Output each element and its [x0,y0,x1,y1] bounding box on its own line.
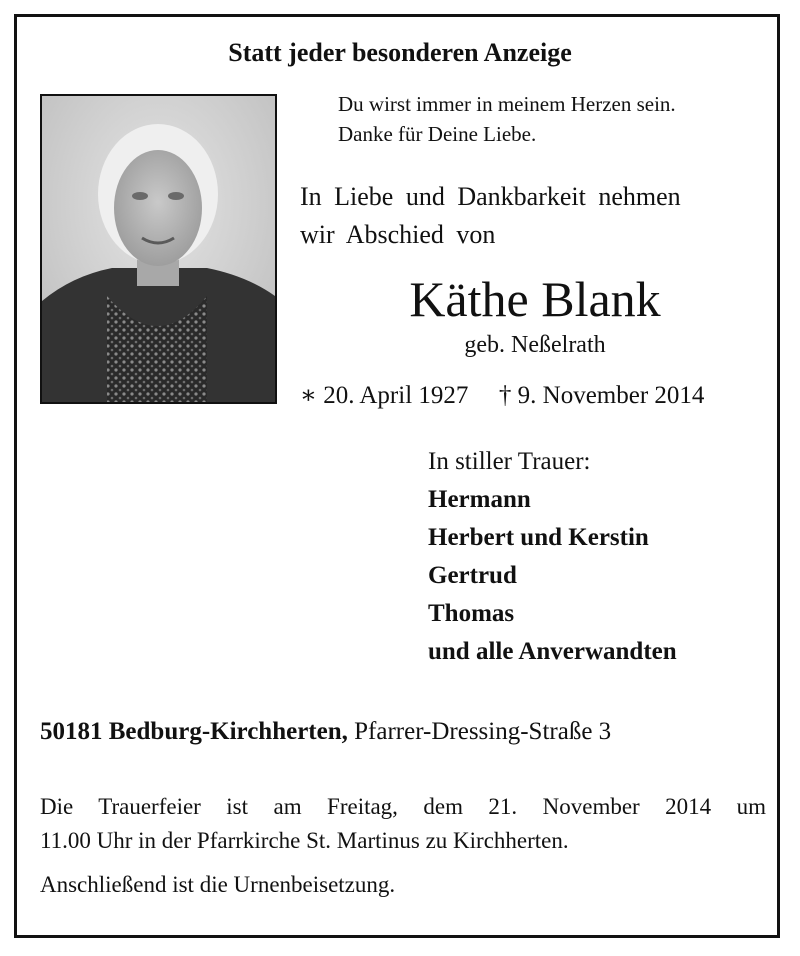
mourning-heading: In stiller Trauer: [428,448,591,475]
address-city: 50181 Bedburg-Kirchherten, [40,718,348,745]
mourner-name: Herbert und Kerstin [428,524,649,551]
death-date: † 9. November 2014 [498,382,705,409]
ceremony-line-2: 11.00 Uhr in der Pfarrkirche St. Martinus zu Kirchherten. [40,828,569,853]
mourner-name: und alle Anverwandten [428,638,677,665]
portrait-image [42,96,275,402]
quote-line-2: Danke für Deine Liebe. [338,122,537,146]
address-street: Pfarrer-Dressing-Straße 3 [354,718,612,745]
notice-header: Statt jeder besonderen Anzeige [228,38,572,67]
intro-line-2: wir Abschied von [300,220,496,249]
life-dates [300,380,704,410]
family-address [40,718,611,746]
deceased-name: Käthe Blank [409,271,661,327]
mourner-name: Thomas [428,600,515,627]
ceremony-line-3: Anschließend ist die Urnenbeisetzung. [40,872,396,897]
maiden-name: geb. Neßelrath [464,332,606,358]
ceremony-line-1: Die Trauerfeier ist am Freitag, dem 21. November 2014 um [40,794,766,819]
portrait-photo [40,94,277,404]
birth-date: ∗ 20. April 1927 [300,382,469,409]
mourner-name: Hermann [428,486,531,513]
quote-line-1: Du wirst immer in meinem Herzen sein. [338,92,676,116]
mourner-name: Gertrud [428,562,517,589]
intro-line-1: In Liebe und Dankbarkeit nehmen [300,182,681,211]
